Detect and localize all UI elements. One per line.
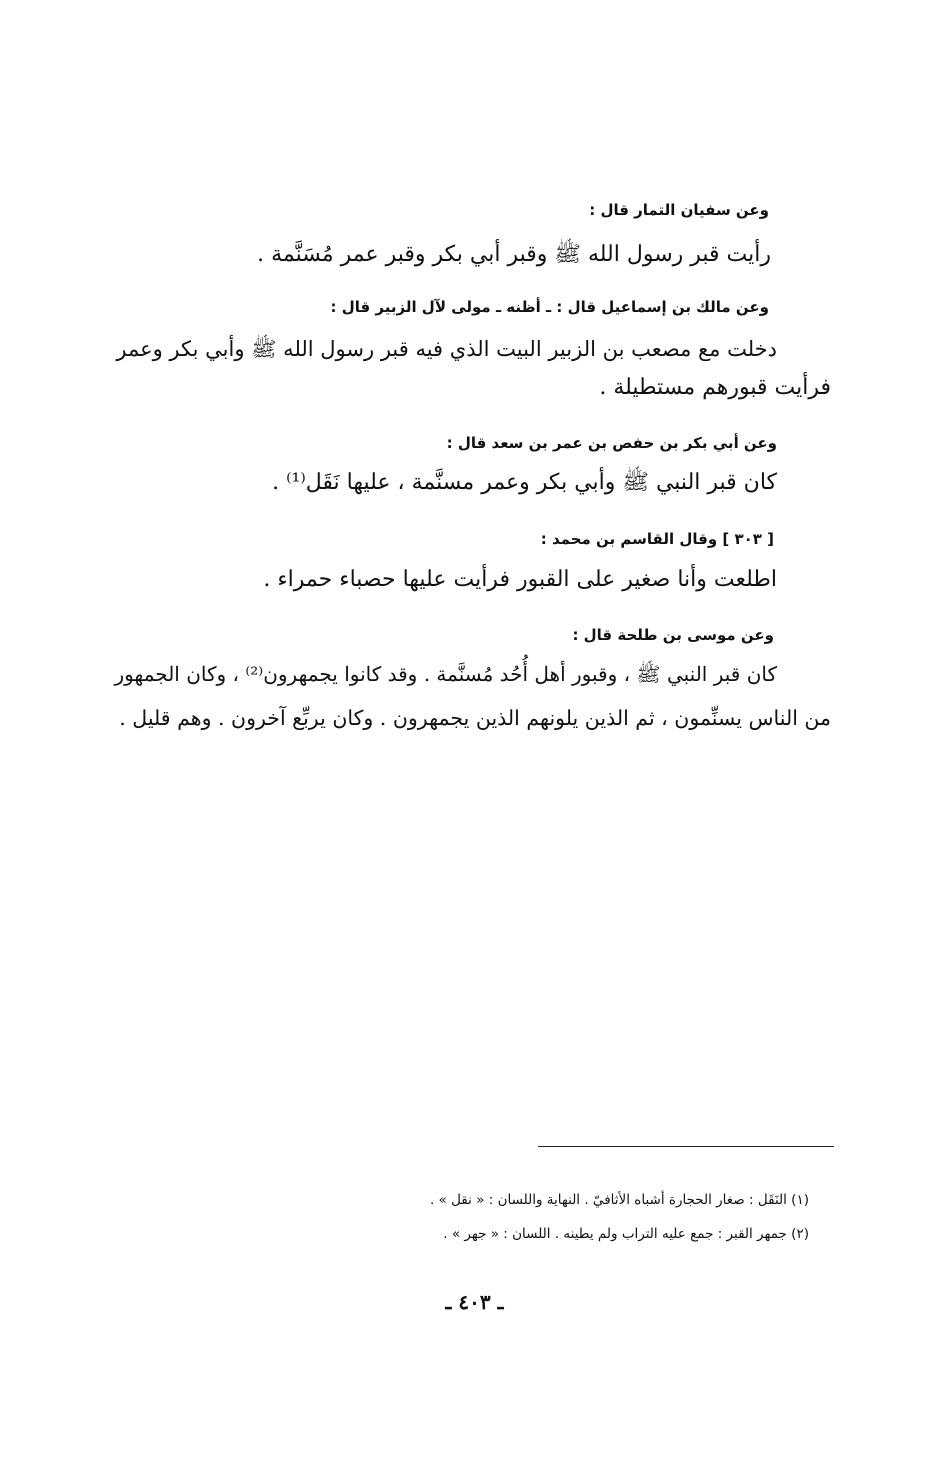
narration-text: رأيت قبر رسول الله ﷺ وقبر أبي بكر وقبر عمر مُسَنَّمة . <box>257 242 771 267</box>
narration-heading: وعن أبي بكر بن حفص بن عمر بن سعد قال : <box>446 434 777 452</box>
narration-heading: وعن موسى بن طلحة قال : <box>572 626 774 644</box>
narration-text: دخلت مع مصعب بن الزبير البيت الذي فيه قبر رسول الله ﷺ وأبي بكر وعمر <box>116 337 777 361</box>
narration-text: من الناس يسنِّمون ، ثم الذين يلونهم الذين يجمهرون . وكان يربِّع آخرون . وهم قليل . <box>119 706 831 730</box>
narration-text: فرأيت قبورهم مستطيلة . <box>599 375 831 400</box>
page-number: ـ ٤٠٣ ـ <box>445 1290 504 1314</box>
narration-heading: وعن سفيان التمار قال : <box>589 201 769 219</box>
narration-text: كان قبر النبي ﷺ وأبي بكر وعمر مسنَّمة ، عليها نَقَل⁽¹⁾ . <box>272 470 777 495</box>
narration-heading: [ ٣٠٣ ] وقال القاسم بن محمد : <box>540 530 774 548</box>
narration-heading: وعن مالك بن إسماعيل قال : ـ أظنه ـ مولى لآل الزبير قال : <box>330 298 769 316</box>
narration-text: كان قبر النبي ﷺ ، وقبور أهل أُحُد مُسنَّمة . وقد كانوا يجمهرون⁽²⁾ ، وكان الجمهور <box>114 662 777 686</box>
footnote: (٢) جمهر القبر : جمع عليه التراب ولم يطينه . اللسان : « جهر » . <box>443 1226 809 1242</box>
narration-text: اطلعت وأنا صغير على القبور فرأيت عليها حصباء حمراء . <box>263 567 777 592</box>
footnote-separator <box>538 1146 834 1147</box>
footnote: (١) النَقَل : صغار الحجارة أشباه الأثافيّ . النهاية واللسان : « نقل » . <box>429 1192 809 1208</box>
